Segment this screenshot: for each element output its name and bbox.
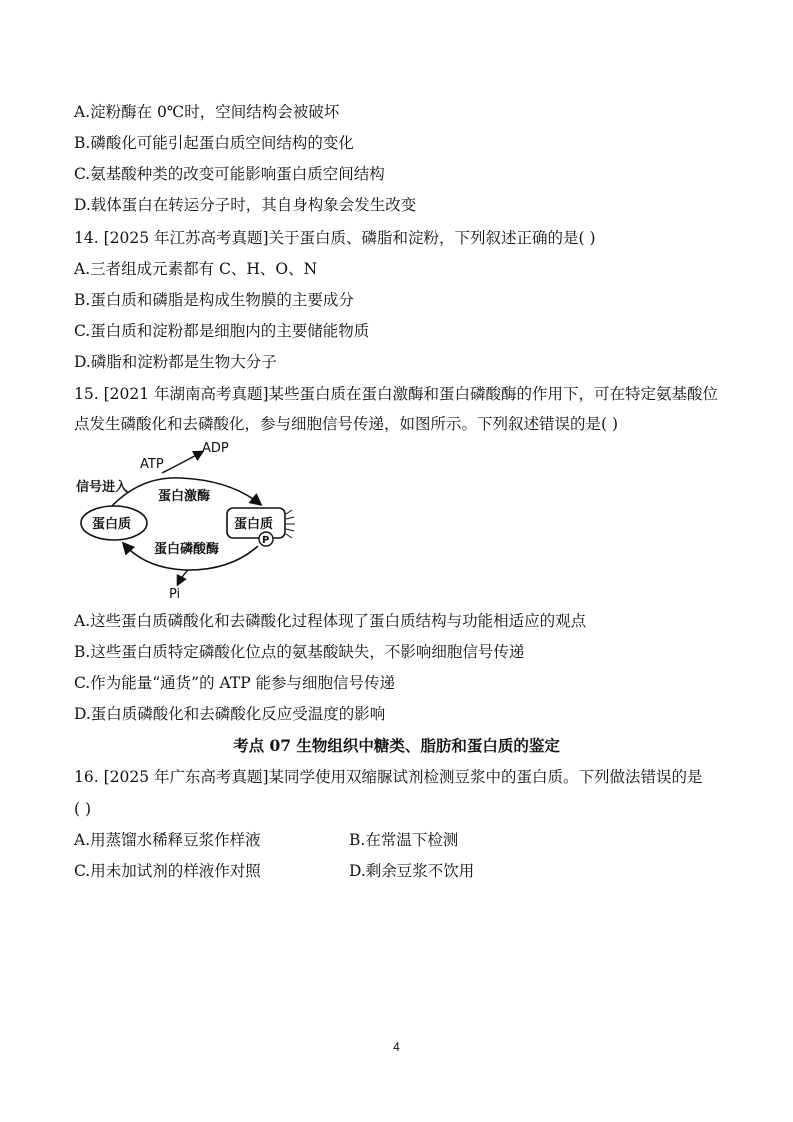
q14-stem: 14. [2025 年江苏高考真题]关于蛋白质、磷脂和淀粉，下列叙述正确的是( ) [74,229,596,247]
q13-option-b: B.磷酸化可能引起蛋白质空间结构的变化 [74,134,354,152]
protein-right-label: 蛋白质 [234,517,274,532]
q15-stem-line2: 点发生磷酸化和去磷酸化，参与细胞信号传递，如图所示。下列叙述错误的是( ) [74,415,619,433]
q13-option-c: C.氨基酸种类的改变可能影响蛋白质空间结构 [74,165,385,183]
adp-label: ADP [202,441,229,456]
q15-option-c: C.作为能量“通货”的 ATP 能参与细胞信号传递 [74,674,396,692]
q16-option-d: D.剩余豆浆不饮用 [349,862,475,880]
q16-stem-line2: ( ) [74,800,92,818]
q14-option-d: D.磷脂和淀粉都是生物大分子 [74,353,277,371]
q16-option-c: C.用未加试剂的样液作对照 [74,862,261,880]
q14-option-b: B.蛋白质和磷脂是构成生物膜的主要成分 [74,291,354,309]
atp-label: ATP [140,457,164,472]
phosphorylation-diagram [70,436,320,606]
q16-option-b: B.在常温下检测 [349,831,459,849]
q15-option-b: B.这些蛋白质特定磷酸化位点的氨基酸缺失，不影响细胞信号传递 [74,643,525,661]
phosphatase-label: 蛋白磷酸酶 [154,542,220,557]
q16-option-a: A.用蒸馏水稀释豆浆作样液 [74,831,261,849]
q15-stem-line1: 15. [2021 年湖南高考真题]某些蛋白质在蛋白激酶和蛋白磷酸酶的作用下，可在特定氨基酸位 [74,385,719,403]
atp-adp-arrow [162,452,202,473]
section-title: 考点 07 生物组织中糖类、脂肪和蛋白质的鉴定 [233,736,560,755]
membrane-fringe [286,510,295,538]
signal-in-label: 信号进入 [76,480,129,495]
q15-option-a: A.这些蛋白质磷酸化和去磷酸化过程体现了蛋白质结构与功能相适应的观点 [74,612,587,630]
protein-left-label: 蛋白质 [92,517,132,532]
page-number: 4 [393,1040,400,1054]
q14-option-c: C.蛋白质和淀粉都是细胞内的主要储能物质 [74,322,370,340]
q14-option-a: A.三者组成元素都有 C、H、O、N [74,260,318,278]
q13-option-d: D.载体蛋白在转运分子时，其自身构象会发生改变 [74,196,417,214]
phosphate-label: P [262,535,270,546]
kinase-label: 蛋白激酶 [158,489,211,504]
q15-option-d: D.蛋白质磷酸化和去磷酸化反应受温度的影响 [74,705,386,723]
q13-option-a: A.淀粉酶在 0℃时，空间结构会被破坏 [74,103,340,121]
pi-label: Pi [169,587,181,602]
q16-stem-line1: 16. [2025 年广东高考真题]某同学使用双缩脲试剂检测豆浆中的蛋白质。下列做法错误的是 [74,768,703,786]
pi-arrow [178,570,188,584]
